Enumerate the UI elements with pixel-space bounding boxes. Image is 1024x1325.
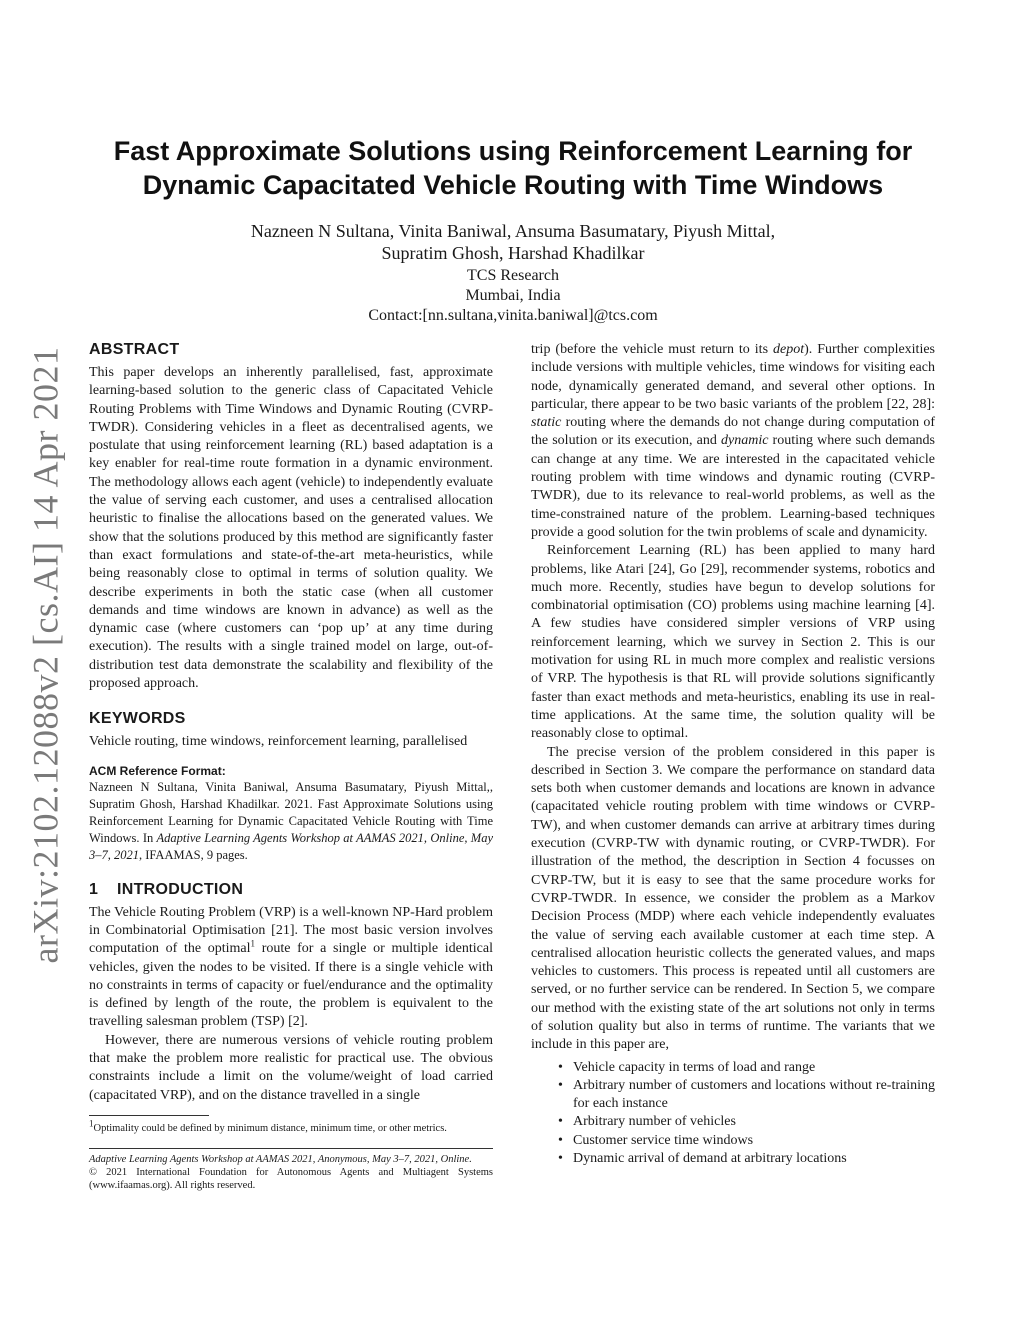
variants-list — [531, 1059, 935, 1169]
intro-paragraph-1 — [89, 904, 493, 1032]
term-static: static — [531, 415, 562, 431]
footnote-rule — [89, 1115, 209, 1116]
right-paragraph-3: The precise version of the problem considered in this paper is described in Section 3. We compare the performance on standard data sets both when customer demands and locations are known in advance (capacitated vehicle routing problem with time windows or CVRP-TW), and when customer demands can arrive at arbitrary times during execution (CVRP-TW with dynamic routing, or CVRP-TWDR). For illustration of the method, the description in Section 4 focusses on CVRP-TW, but it is easy to see that the same procedure works for CVRP-TWDR. In essence, we consider the problem as a Markov Decision Process (MDP) where each vehicle independently evaluates the value of serving each available customer at each time step. A centralised allocation heuristic collects the generated values, and maps vehicles to customers. This process is repeated until all customers are served, or no further service can be rendered. In Section 5, we compare our method with the existing state of the art solutions not only in terms of solution quality but also in terms of runtime. The variants that we include in this paper are, — [531, 744, 935, 1053]
abstract-heading: ABSTRACT — [89, 341, 180, 358]
footnote-mark: 1 — [89, 1118, 94, 1129]
right-column — [531, 341, 935, 1168]
venue-footer — [89, 1148, 493, 1192]
list-item: • Customer service time windows — [531, 1132, 935, 1150]
venue-italic-text: Adaptive Learning Agents Workshop at AAMAS 2021, Anonymous, May 3–7, 2021, Online. — [89, 1153, 472, 1165]
right-p1-d: routing where such demands can change at any time. We are interested in the capacitated vehicle routing problem with time windows and dynamic routing (CVRP-TWDR), due to its relevance to real-world problems, as well as the time-constrained nature of the problem. Learning-based techniques provide a good solution for the twin problems of scale and dynamicity. — [531, 433, 936, 540]
affiliation — [90, 266, 936, 326]
right-p1-a: trip (before the vehicle must return to its — [531, 342, 774, 357]
venue-rule — [89, 1148, 493, 1149]
list-item: • Arbitrary number of vehicles — [531, 1113, 935, 1131]
venue-line-1 — [89, 1153, 493, 1166]
right-paragraph-2: Reinforcement Learning (RL) has been applied to many hard problems, like Atari [24], Go [29], recommender systems, robotics and much more. Recently, studies have begun to develop solutions for combinatorial optimisation (CO) problems using machine learning [4]. A few studies have considered simpler versions of VRP using reinforcement learning, which we survey in Section 2. This is our motivation for using RL in much more complex and realistic versions of VRP. The hypothesis is that RL will provide solutions significantly faster than exact methods and meta-heuristics, enabling its use in real-time applications. At the same time, the solution quality will be reasonably close to optimal. — [531, 543, 935, 742]
paper-title — [90, 134, 936, 202]
footnote-body: Optimality could be defined by minimum distance, minimum time, or other metrics. — [93, 1122, 447, 1134]
abstract-text: This paper develops an inherently parallelised, fast, approximate learning-based solution to the generic class of Capacitated Vehicle Routing Problems with Time Windows and Dynamic Routing (CVRP-TWDR). Considering vehicles in a fleet as decentralised agents, we postulate that using reinforcement learning (RL) based adaptation is a key enabler for real-time route formation in a dynamic environment. The methodology allows each agent (vehicle) to independently evaluate the value of serving each customer, and uses a centralised allocation heuristic to finalise the allocations based on the generated values. We show that the solutions produced by this method are significantly faster than exact formulations and state-of-the-art meta-heuristics, while being reasonably close to optimal in terms of solution quality. We describe experiments in both the static case (when all customer demands and time windows are known in advance) as well as the dynamic case (where customers can ‘pop up’ at any time during execution). The results with a single trained model on large, out-of-distribution test data demonstrate the scalability and flexibility of the proposed approach. — [89, 365, 493, 692]
acm-reference-text — [89, 779, 493, 864]
footnote-text — [89, 1118, 493, 1136]
term-depot: depot — [773, 342, 805, 357]
venue-line-2: © 2021 International Foundation for Autonomous Agents and Multiagent Systems (www.ifaamas.org). All rights reserved. — [89, 1166, 493, 1191]
acm-reference-venue: Adaptive Learning Agents Workshop at AAMAS 2021, Online, May 3–7, 2021 — [89, 830, 493, 862]
intro-p1-text-a: The Vehicle Routing Problem (VRP) is a well-known NP-Hard problem in Combinatorial Optimisation [21]. The most basic version involves computation of the optimal — [89, 904, 493, 957]
list-item: • Vehicle capacity in terms of load and range — [531, 1059, 935, 1077]
term-dynamic: dynamic — [721, 433, 769, 449]
keywords-text: Vehicle routing, time windows, reinforcement learning, parallelised — [89, 734, 468, 750]
authors-line-1: Nazneen N Sultana, Vinita Baniwal, Ansuma Basumatary, Piyush Mittal, — [250, 221, 776, 241]
introduction-heading — [89, 880, 493, 900]
list-item: • Arbitrary number of customers and locations without re-training for each instance — [531, 1077, 935, 1114]
authors-line-2: Supratim Ghosh, Harshad Khadilkar — [381, 243, 645, 263]
affiliation-org: TCS Research — [467, 267, 559, 284]
title-line-2: Dynamic Capacitated Vehicle Routing with Time Windows — [142, 170, 884, 200]
section-title: INTRODUCTION — [117, 880, 244, 898]
affiliation-location: Mumbai, India — [465, 287, 561, 304]
section-number: 1 — [89, 880, 99, 898]
right-p1-c: routing where the demands do not change during computation of the solution or its execution, and — [531, 415, 935, 449]
acm-reference — [89, 764, 493, 864]
intro-p1-text-b: route for a single or multiple identical vehicles, given the nodes to be visited. If there is a single vehicle with no constraints in terms of capacity or fuel/endurance and the optimality is defined by length of the route, the problem is equivalent to the travelling salesman problem (TSP) [2]. — [89, 941, 493, 1030]
affiliation-contact: Contact:[nn.sultana,vinita.baniwal]@tcs.com — [368, 307, 658, 324]
acm-reference-body: Nazneen N Sultana, Vinita Baniwal, Ansuma Basumatary, Piyush Mittal,, Supratim Ghosh, Harshad Khadilkar. 2021. Fast Approximate Solutions using Reinforcement Learning for Dynamic Capacitated Vehicle Routing with Time Windows. In — [89, 779, 493, 845]
footnote-block — [89, 1115, 493, 1136]
arxiv-stamp-text: arXiv:2102.12088v2 [cs.AI] 14 Apr 2021 — [25, 346, 66, 964]
list-item: • Dynamic arrival of demand at arbitrary locations — [531, 1150, 935, 1168]
footnote-ref: 1 — [250, 938, 256, 949]
acm-reference-heading: ACM Reference Format: — [89, 763, 226, 778]
intro-paragraph-2: However, there are numerous versions of vehicle routing problem that make the problem more realistic for practical use. The obvious constraints include a limit on the volume/weight of load carried (capacitated VRP), and on the distance travelled in a single — [89, 1032, 493, 1103]
right-p1-b: ). Further complexities include versions with multiple vehicles, time windows for visiting each node, dynamically generated demand, and several other options. In particular, there appear to be two basic variants of the problem [22, 28]: — [531, 342, 936, 412]
right-paragraph-1 — [531, 341, 935, 542]
left-column — [89, 340, 493, 1192]
acm-reference-tail: , IFAAMAS, 9 pages. — [139, 847, 248, 862]
arxiv-stamp — [10, 346, 80, 964]
author-list — [90, 220, 936, 264]
keywords-heading: KEYWORDS — [89, 710, 186, 728]
title-line-1: Fast Approximate Solutions using Reinforcement Learning for — [113, 136, 913, 166]
